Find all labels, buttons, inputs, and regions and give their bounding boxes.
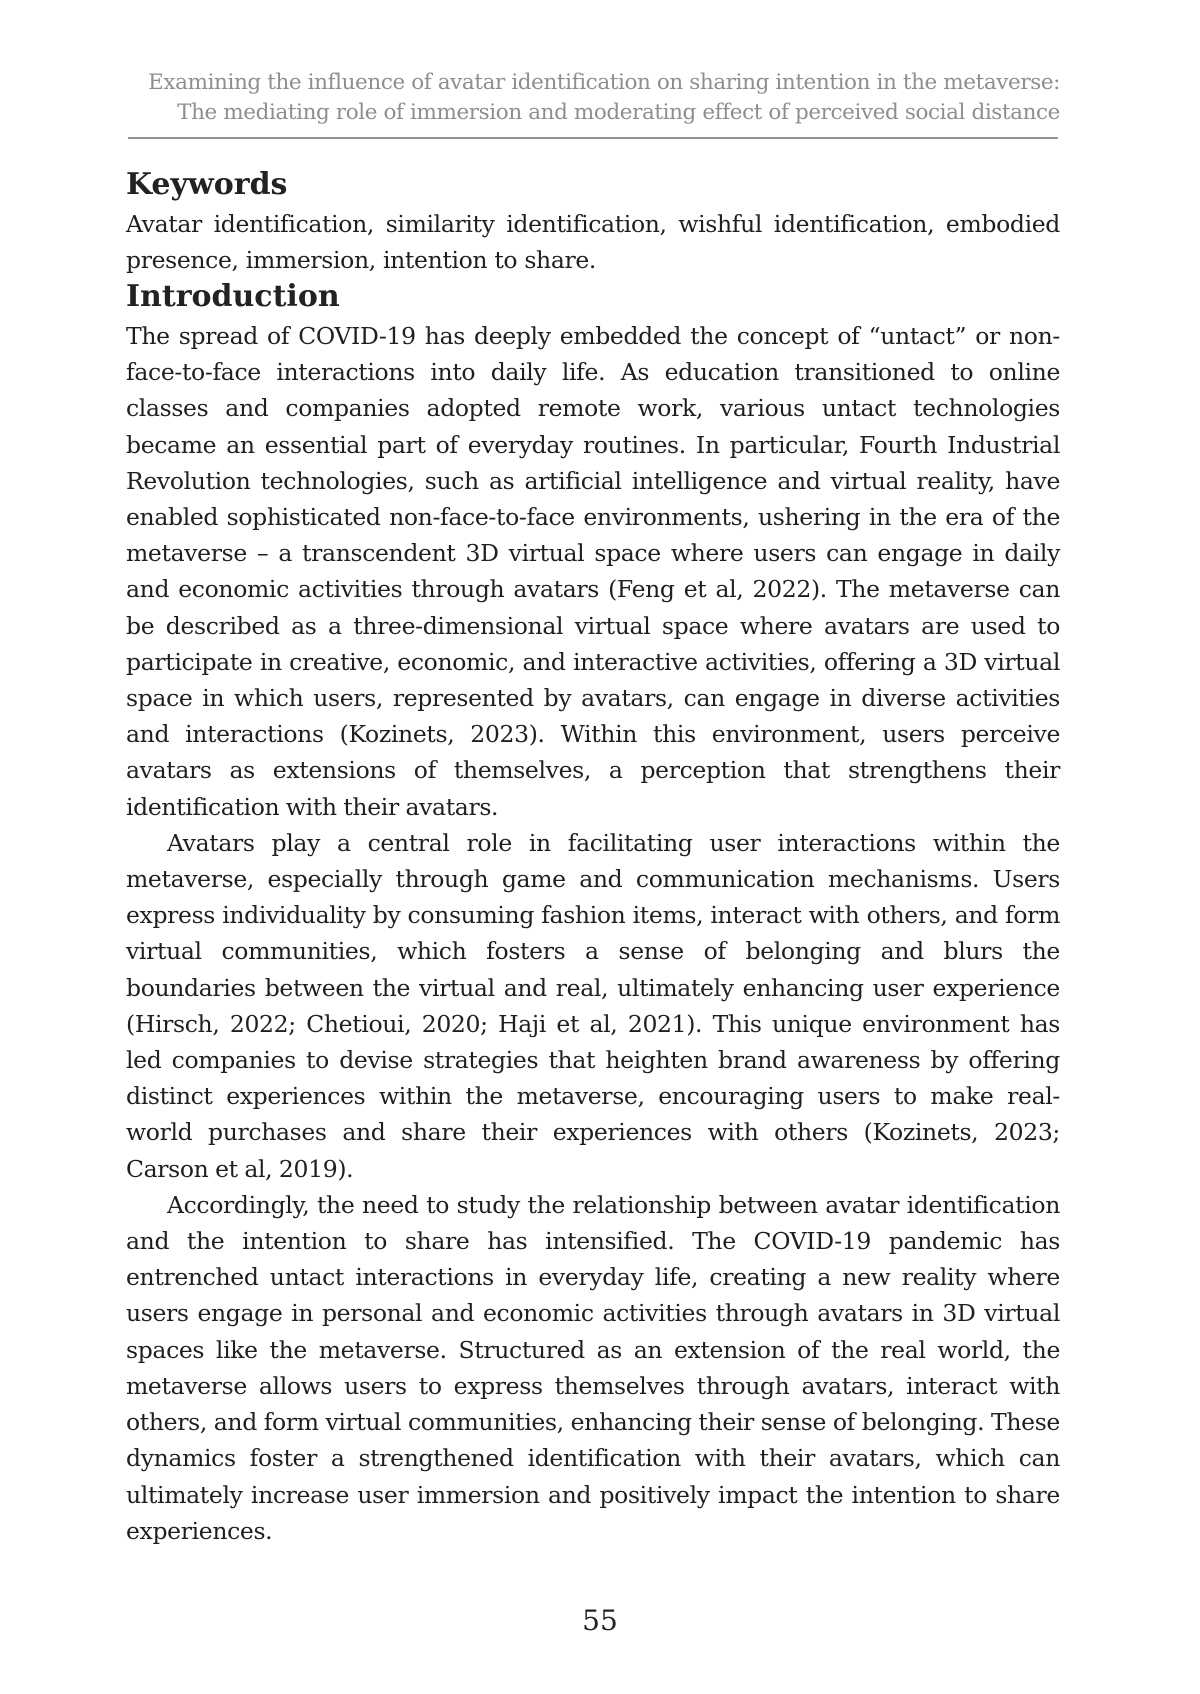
- introduction-paragraph-3: Accordingly, the need to study the relationship between avatar identification and the intention to share has intensified. The COVID-19 pandemic has entrenched untact interactions in everyday life, creating a new reality where users engage in personal and economic activities through avatars in 3D virtual spaces like the metaverse. Structured as an extension of the real world, the metaverse allows users to express themselves through avatars, interact with others, and form virtual communities, enhancing their sense of belonging. These dynamics foster a strengthened identification with their avatars, which can ultimately increase user immersion and positively impact the intention to share experiences.: [126, 1190, 1060, 1545]
- page-number: 55: [582, 1604, 618, 1637]
- header-divider: [128, 137, 1058, 139]
- main-content: [126, 166, 1060, 1549]
- keywords-heading: Keywords: [126, 167, 288, 202]
- running-header-line-2: The mediating role of immersion and moderating effect of perceived social distance: [177, 100, 1060, 125]
- running-header: [126, 68, 1060, 128]
- introduction-paragraph-2: Avatars play a central role in facilitating user interactions within the metaverse, especially through game and communication mechanisms. Users express individuality by consuming fashion items, interact with others, and form virtual communities, which fosters a sense of belonging and blurs the boundaries between the virtual and real, ultimately enhancing user experience (Hirsch, 2022; Chetioui, 2020; Haji et al, 2021). This unique environment has led companies to devise strategies that heighten brand awareness by offering distinct experiences within the metaverse, encouraging users to make real-world purchases and share their experiences with others (Kozinets, 2023; Carson et al, 2019).: [126, 828, 1060, 1183]
- keywords-text: Avatar identification, similarity identification, wishful identification, embodied presence, immersion, intention to share.: [126, 210, 1060, 274]
- introduction-paragraph-1: The spread of COVID-19 has deeply embedded the concept of “untact” or non-face-to-face interactions into daily life. As education transitioned to online classes and companies adopted remote work, various untact technologies became an essential part of everyday routines. In particular, Fourth Industrial Revolution technologies, such as artificial intelligence and virtual reality, have enabled sophisticated non-face-to-face environments, ushering in the era of the metaverse – a transcendent 3D virtual space where users can engage in daily and economic activities through avatars (Feng et al, 2022). The metaverse can be described as a three-dimensional virtual space where avatars are used to participate in creative, economic, and interactive activities, offering a 3D virtual space in which users, represented by avatars, can engage in diverse activities and interactions (Kozinets, 2023). Within this environment, users perceive avatars as extensions of themselves, a perception that strengthens their identification with their avatars.: [126, 322, 1060, 821]
- running-header-line-1: Examining the influence of avatar identification on sharing intention in the metaverse:: [148, 70, 1060, 95]
- introduction-heading: Introduction: [126, 279, 340, 314]
